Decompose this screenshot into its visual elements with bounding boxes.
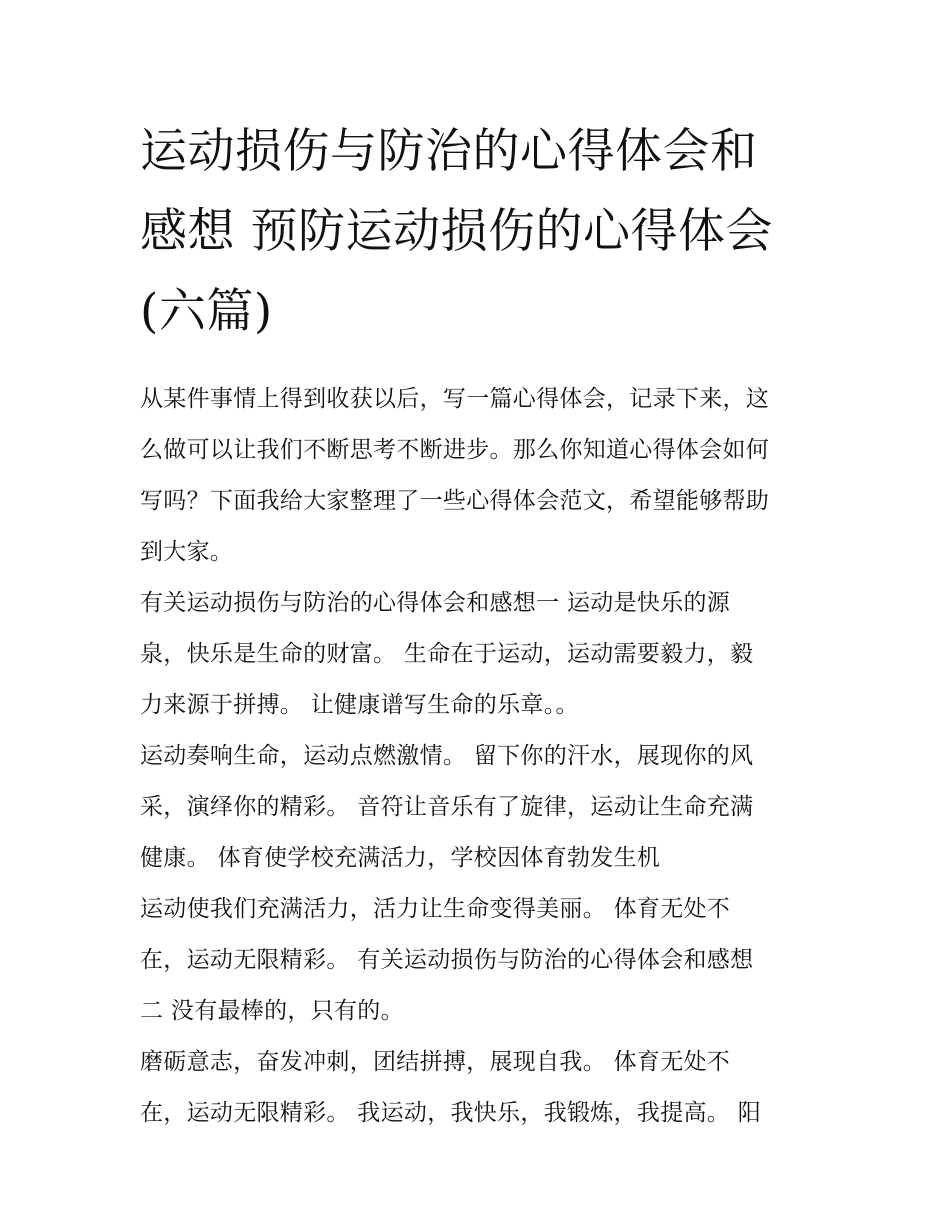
text-line: 健康。 体育使学校充满活力，学校因体育勃发生机 xyxy=(140,845,661,871)
text-line: 泉，快乐是生命的财富。 生命在于运动，运动需要毅力，毅 xyxy=(140,641,754,667)
text-line: 采，演绎你的精彩。 音符让音乐有了旋律，运动让生命充满 xyxy=(140,794,754,820)
text-line: 从某件事情上得到收获以后，写一篇心得体会，记录下来，这 xyxy=(140,386,770,412)
text-line: 到大家。 xyxy=(140,539,234,565)
title-line: 感想 预防运动损伤的心得体会 xyxy=(140,204,773,259)
document-page xyxy=(140,112,820,1139)
text-line: 磨砺意志，奋发冲刺，团结拼搏，展现自我。 体育无处不 xyxy=(140,1049,731,1075)
text-line: 写吗？下面我给大家整理了一些心得体会范文，希望能够帮助 xyxy=(140,488,770,514)
paragraph-essay-one-body xyxy=(140,731,820,884)
document-title xyxy=(140,112,820,352)
text-line: 二 没有最棒的，只有的。 xyxy=(140,998,404,1024)
text-line: 在，运动无限精彩。 我运动，我快乐，我锻炼，我提高。 阳 xyxy=(140,1100,762,1126)
title-line: (六篇) xyxy=(140,284,273,339)
paragraph-essay-one-intro xyxy=(140,578,820,731)
title-line: 运动损伤与防治的心得体会和 xyxy=(140,124,758,179)
text-line: 运动奏响生命，运动点燃激情。 留下你的汗水，展现你的风 xyxy=(140,743,754,769)
paragraph-essay-two-body xyxy=(140,1037,820,1139)
text-line: 力来源于拼搏。 让健康谱写生命的乐章。。 xyxy=(140,692,579,718)
text-line: 运动使我们充满活力，活力让生命变得美丽。 体育无处不 xyxy=(140,896,731,922)
text-line: 在，运动无限精彩。 有关运动损伤与防治的心得体会和感想 xyxy=(140,947,754,973)
paragraph-intro xyxy=(140,374,820,578)
text-line: 有关运动损伤与防治的心得体会和感想一 运动是快乐的源 xyxy=(140,590,731,616)
document-body xyxy=(140,374,820,1139)
paragraph-essay-two-intro xyxy=(140,884,820,1037)
text-line: 么做可以让我们不断思考不断进步。那么你知道心得体会如何 xyxy=(140,437,770,463)
